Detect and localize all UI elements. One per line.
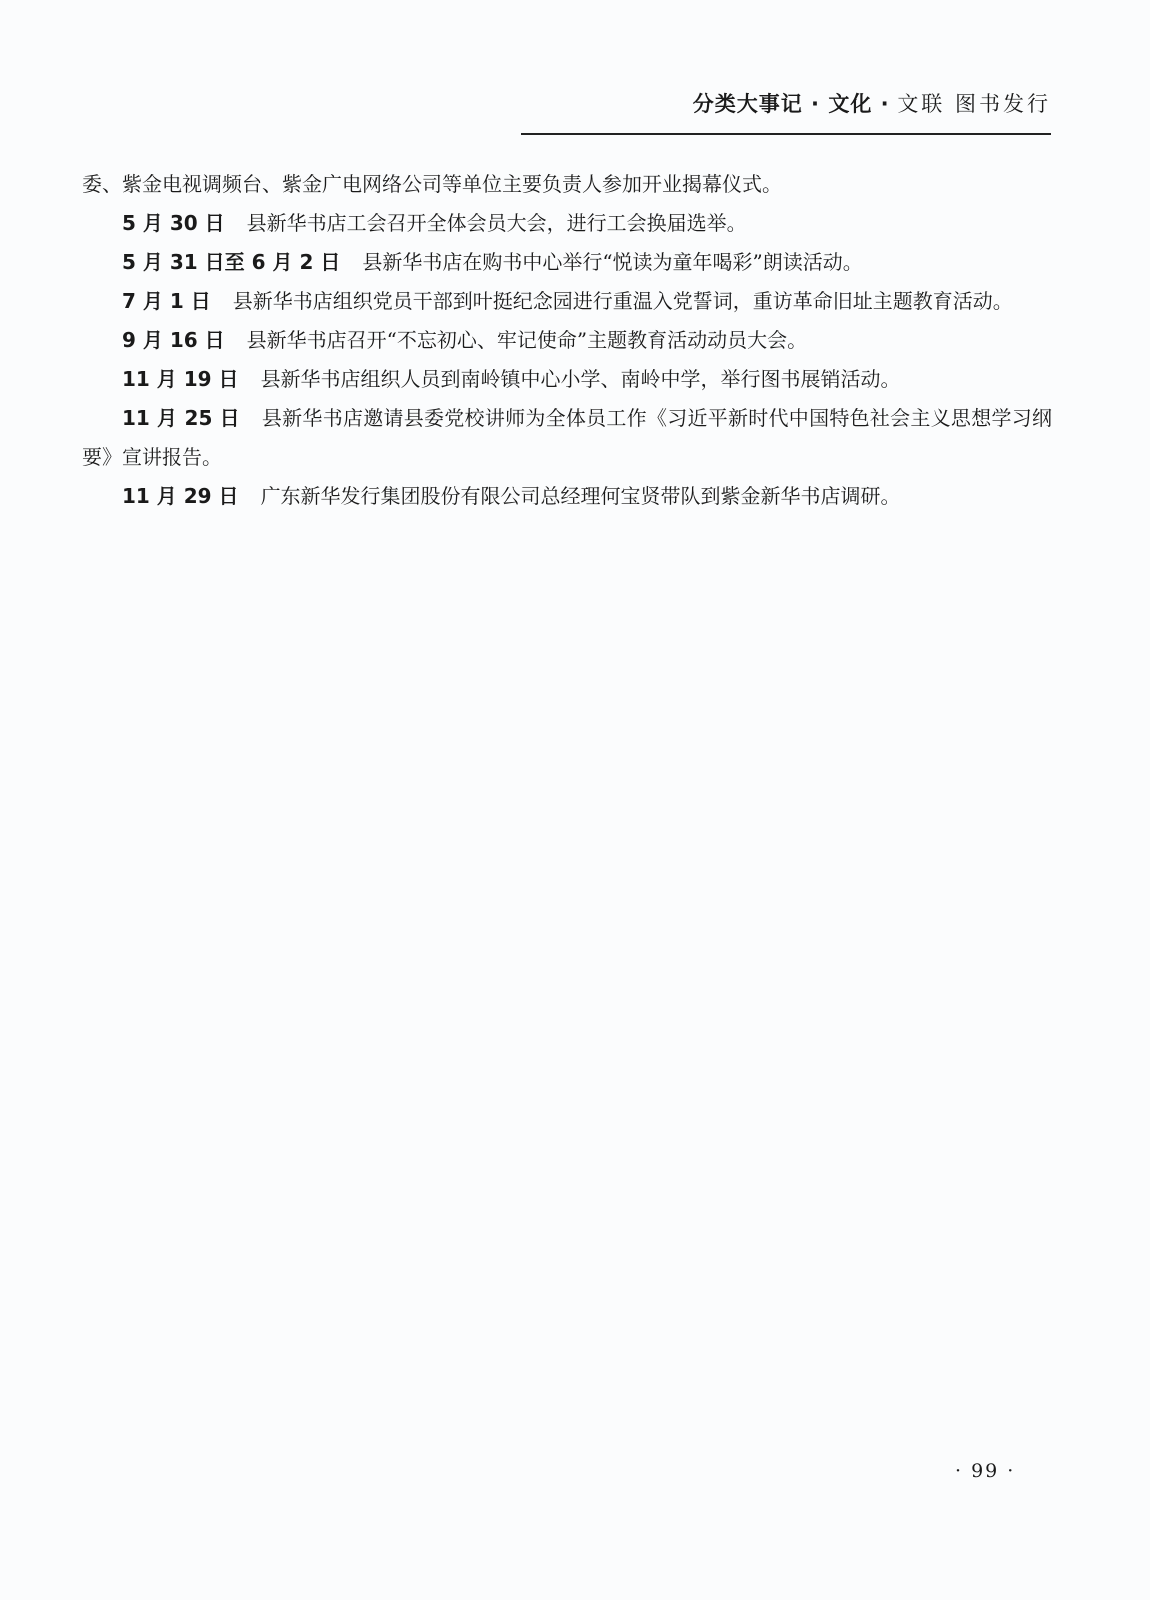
event-text: 县新华书店在购书中心举行“悦读为童年喝彩”朗读活动。 (362, 250, 863, 274)
paragraph-continuation (82, 165, 1052, 204)
event-date: 9 月 16 日 (122, 328, 225, 352)
event-entry (82, 321, 1052, 360)
paragraph-text: 委、紫金电视调频台、紫金广电网络公司等单位主要负责人参加开业揭幕仪式。 (82, 172, 782, 196)
event-date: 11 月 29 日 (122, 484, 239, 508)
event-entry (82, 360, 1052, 399)
running-header-section: 分类大事记 · 文化 · (692, 92, 890, 116)
event-text: 县新华书店召开“不忘初心、牢记使命”主题教育活动动员大会。 (246, 328, 808, 352)
event-text: 县新华书店邀请县委党校讲师为全体员工作《习近平新时代中国特色社会主义思想学习纲要》宣讲报告。 (82, 406, 1052, 469)
event-date: 11 月 19 日 (122, 367, 239, 391)
event-text: 广东新华发行集团股份有限公司总经理何宝贤带队到紫金新华书店调研。 (260, 484, 901, 508)
event-date: 5 月 31 日至 6 月 2 日 (122, 250, 341, 274)
event-date: 5 月 30 日 (122, 211, 225, 235)
running-header (693, 88, 1051, 118)
body-text (82, 165, 1052, 516)
running-header-topic: 文联 图书发行 (897, 92, 1051, 116)
event-entry (82, 399, 1052, 477)
event-entry (82, 204, 1052, 243)
event-text: 县新华书店组织人员到南岭镇中心小学、南岭中学，举行图书展销活动。 (260, 367, 901, 391)
event-date: 7 月 1 日 (122, 289, 211, 313)
event-date: 11 月 25 日 (122, 406, 240, 430)
event-text: 县新华书店组织党员干部到叶挺纪念园进行重温入党誓词，重访革命旧址主题教育活动。 (232, 289, 1013, 313)
event-entry (82, 243, 1052, 282)
event-text: 县新华书店工会召开全体会员大会，进行工会换届选举。 (246, 211, 747, 235)
header-rule (521, 133, 1051, 135)
page-number: · 99 · (955, 1460, 1016, 1482)
event-entry (82, 282, 1052, 321)
event-entry (82, 477, 1052, 516)
